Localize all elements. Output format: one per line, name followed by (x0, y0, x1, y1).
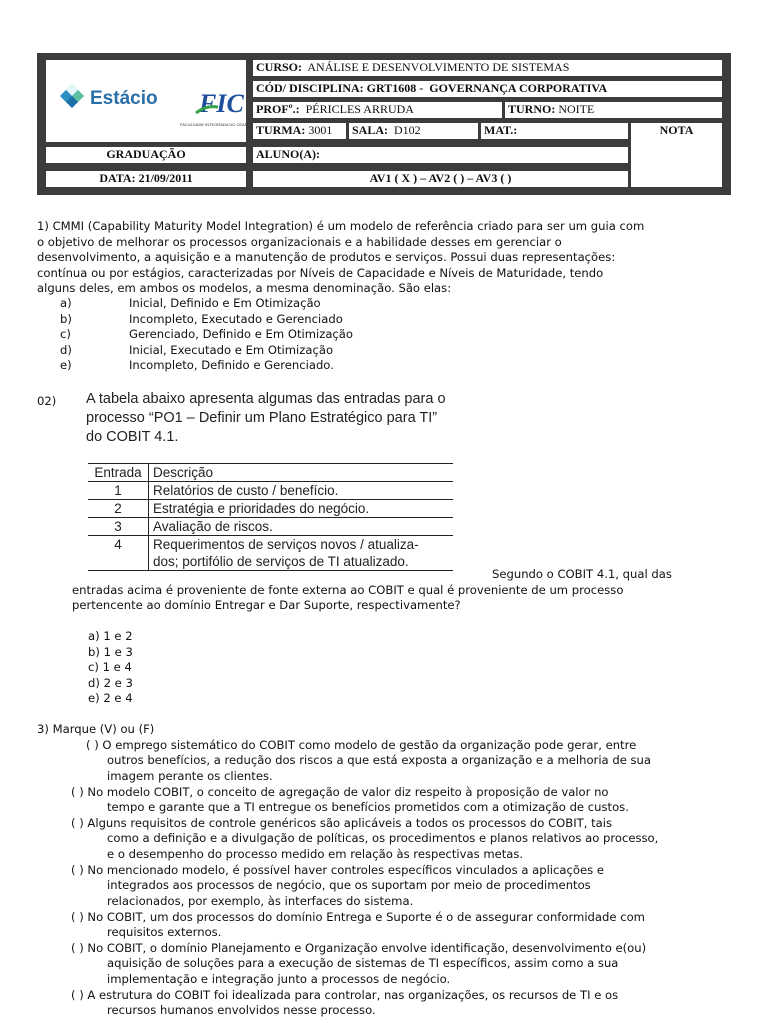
q1-line: 1) CMMI (Capability Maturity Model Integration) é um modelo de referência criado para ser um guia com (37, 219, 645, 233)
mat-label: MAT.: (484, 123, 518, 137)
q1-line: desenvolvimento, a aquisição e a manutenção de produtos e serviços. Possui duas representações: (37, 250, 616, 264)
exam-date: DATA: 21/09/2011 (99, 171, 193, 185)
q3-item-line: e o desempenho do processo medido em relação às respectivas metas. (107, 847, 524, 861)
table-cell-entrada: 2 (88, 500, 149, 518)
q1-line: alguns deles, em ambos os modelos, a mesma denominação. São elas: (37, 281, 452, 295)
graduacao-label: GRADUAÇÃO (106, 147, 186, 161)
q3-item-line: integrados aos processos de negócio, que os suportam por meio de procedimentos (107, 878, 591, 892)
table-row (88, 482, 453, 500)
table-header-row (88, 464, 453, 482)
disciplina-row (253, 81, 722, 97)
aluno-label: ALUNO(A): (256, 147, 320, 161)
q1-option-text: Inicial, Executado e Em Otimização (129, 343, 334, 357)
disciplina-label: CÓD/ DISCIPLINA: GRT1608 - (256, 81, 424, 95)
table-cell-descricao-line: dos; portifólio de serviços de TI atualizado. (153, 554, 409, 569)
q1-option-text: Inicial, Definido e Em Otimização (129, 296, 321, 310)
q2-number: 02) (37, 394, 57, 408)
table-row (88, 500, 453, 518)
turno-value: NOITE (558, 102, 595, 116)
q1-line: o objetivo de melhorar os processos organizacionais e a habilidade desses em gerenciar o (37, 235, 562, 249)
table-header-descricao: Descrição (149, 464, 454, 482)
q2-option: e) 2 e 4 (88, 691, 133, 705)
disciplina-value: GOVERNANÇA CORPORATIVA (429, 81, 608, 95)
logo-estacio-text: Estácio (90, 88, 158, 109)
q3-item-line: imagem perante os clientes. (107, 769, 273, 783)
table-header-entrada: Entrada (88, 464, 149, 482)
curso-label: CURSO: (256, 60, 303, 74)
q2-intro-line: processo “PO1 – Definir um Plano Estratégico para TI” (86, 410, 438, 426)
table-cell-descricao: Avaliação de riscos. (149, 518, 454, 536)
q3-item-line: implementação e integração junto a processos de negócio. (107, 972, 451, 986)
institution-logos (46, 60, 246, 142)
q3-item-line: outros benefícios, a redução dos riscos a que está exposta a organização e a melhoria de sua (107, 753, 652, 767)
q1-option-letter: d) (60, 343, 72, 357)
q2-question-line: pertencente ao domínio Entregar e Dar Suporte, respectivamente? (72, 598, 461, 612)
graduacao-cell (46, 147, 246, 163)
mat-cell (481, 123, 628, 139)
table-row (88, 536, 453, 571)
sala-value: D102 (394, 123, 421, 137)
q1-option-letter: c) (60, 327, 71, 341)
table-cell-descricao-line: Requerimentos de serviços novos / atualiza- (153, 537, 419, 552)
turma-label: TURMA: (256, 123, 306, 137)
q2-option: b) 1 e 3 (88, 645, 133, 659)
table-row (88, 518, 453, 536)
q1-option-text: Gerenciado, Definido e Em Otimização (129, 327, 353, 341)
sala-label: SALA: (352, 123, 389, 137)
turno-row (505, 102, 722, 118)
turno-label: TURNO: (508, 102, 556, 116)
q2-question-line: Segundo o COBIT 4.1, qual das (492, 567, 672, 581)
q3-item-line: ( ) A estrutura do COBIT foi idealizada para controlar, nas organizações, os recursos de TI e os (71, 988, 619, 1002)
q3-item-line: ( ) O emprego sistemático do COBIT como modelo de gestão da organização pode gerar, entre (86, 738, 637, 752)
sala-cell (349, 123, 478, 139)
nota-cell (631, 123, 722, 187)
curso-row (253, 60, 722, 76)
prof-label: PROFº.: (256, 102, 300, 116)
nota-label: NOTA (659, 123, 694, 137)
q3-item-line: ( ) Alguns requisitos de controle genéricos são aplicáveis a todos os processos do COBIT, tais (71, 816, 613, 830)
exam-header (37, 53, 731, 195)
av-selection: AV1 ( X ) – AV2 ( ) – AV3 ( ) (369, 171, 512, 185)
q3-item-line: recursos humanos envolvidos nesse processo. (107, 1003, 376, 1017)
table-cell-entrada: 1 (88, 482, 149, 500)
logo-fic-text: FIC (199, 89, 244, 118)
q3-item-line: relacionados, por exemplo, às interfaces do sistema. (107, 894, 414, 908)
curso-value: ANÁLISE E DESENVOLVIMENTO DE SISTEMAS (307, 60, 570, 74)
turma-cell (253, 123, 346, 139)
table-cell-entrada: 4 (88, 536, 149, 571)
av-cell (253, 171, 628, 187)
cobit-inputs-table (88, 463, 453, 571)
q1-option-letter: b) (60, 312, 72, 326)
q3-item-line: requisitos externos. (107, 925, 222, 939)
prof-row (253, 102, 502, 118)
logo-graphic (46, 60, 246, 142)
q1-line: contínua ou por estágios, caracterizadas por Níveis de Capacidade e Níveis de Maturidade, tendo (37, 266, 604, 280)
q3-item-line: tempo e garante que a TI entregue os benefícios prometidos com a otimização de custos. (107, 800, 629, 814)
data-cell (46, 171, 246, 187)
q1-option-text: Incompleto, Definido e Gerenciado. (129, 358, 334, 372)
q2-option: a) 1 e 2 (88, 629, 133, 643)
prof-value: PÉRICLES ARRUDA (305, 102, 414, 116)
q2-intro-line: A tabela abaixo apresenta algumas das entradas para o (86, 391, 446, 407)
table-cell-descricao: Estratégia e prioridades do negócio. (149, 500, 454, 518)
q3-item-line: ( ) No COBIT, um dos processos do domínio Entrega e Suporte é o de assegurar conformidade com (71, 910, 645, 924)
q2-option: c) 1 e 4 (88, 660, 132, 674)
q2-intro-line: do COBIT 4.1. (86, 429, 179, 445)
logo-fic-subtitle: FACULDADE INTEGRADA DO CEARÁ (180, 122, 246, 127)
q2-question-line: entradas acima é proveniente de fonte externa ao COBIT e qual é proveniente de um processo (72, 583, 624, 597)
q3-item-line: ( ) No COBIT, o domínio Planejamento e Organização envolve identificação, desenvolvimento e(ou) (71, 941, 647, 955)
estacio-diamond-icon (60, 84, 84, 108)
q1-option-text: Incompleto, Executado e Gerenciado (129, 312, 343, 326)
q3-item-line: ( ) No mencionado modelo, é possível haver controles específicos vinculados a aplicações e (71, 863, 604, 877)
q3-title: 3) Marque (V) ou (F) (37, 722, 155, 736)
table-cell-descricao: Relatórios de custo / benefício. (149, 482, 454, 500)
q3-item-line: ( ) No modelo COBIT, o conceito de agregação de valor diz respeito à proposição de valor no (71, 785, 609, 799)
table-cell-descricao (149, 536, 454, 571)
table-cell-entrada: 3 (88, 518, 149, 536)
q1-option-letter: e) (60, 358, 72, 372)
q1-option-letter: a) (60, 296, 72, 310)
aluno-cell (253, 147, 628, 163)
q3-item-line: aquisição de soluções para a execução de sistemas de TI específicos, assim como a sua (107, 956, 619, 970)
turma-value: 3001 (308, 123, 333, 137)
q2-option: d) 2 e 3 (88, 676, 133, 690)
q3-item-line: como a definição e a divulgação de políticas, os procedimentos e planos relativos ao processo, (107, 831, 659, 845)
